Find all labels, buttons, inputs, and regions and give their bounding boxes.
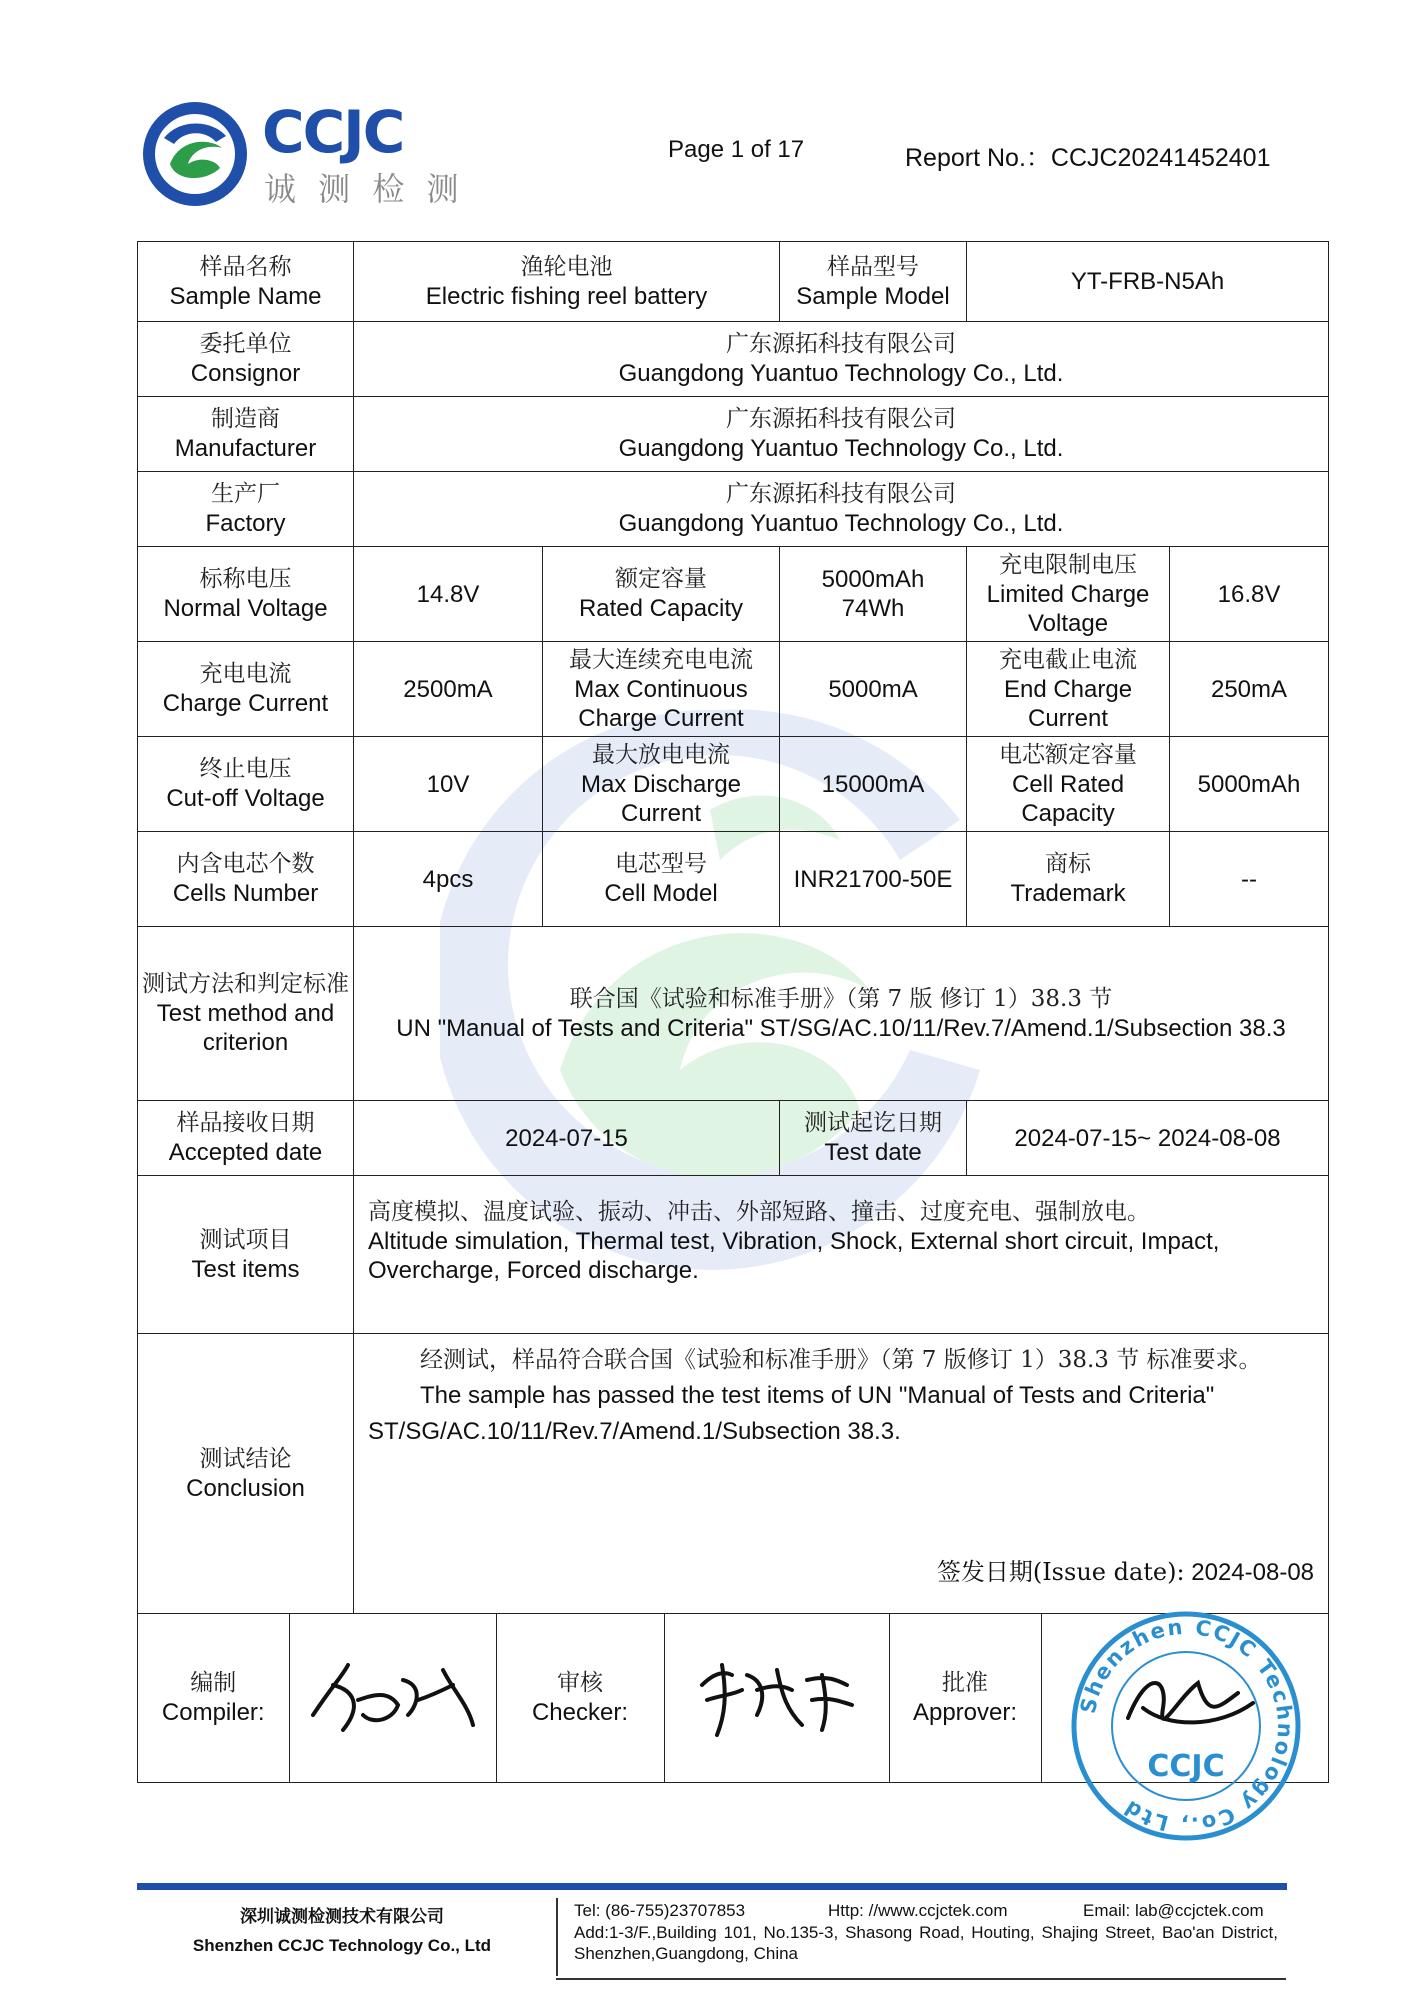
label-sample-model: 样品型号 Sample Model: [780, 242, 967, 322]
table-row: [138, 397, 1329, 472]
value-cells-number: 4pcs: [354, 832, 543, 927]
label-cutoff-voltage: 终止电压 Cut-off Voltage: [138, 737, 354, 832]
label-max-continuous-charge-current: 最大连续充电电流 Max Continuous Charge Current: [543, 642, 780, 737]
footer-bottom-line: [556, 1978, 1286, 1980]
value-max-continuous-charge-current: 5000mA: [780, 642, 967, 737]
label-approver: 批准 Approver:: [889, 1614, 1041, 1782]
compiler-signature-image: [303, 1645, 483, 1745]
label-compiler: 编制 Compiler:: [138, 1614, 289, 1782]
label-conclusion: 测试结论 Conclusion: [138, 1334, 354, 1614]
value-max-discharge-current: 15000mA: [780, 737, 967, 832]
value-limited-charge-voltage: 16.8V: [1170, 547, 1329, 642]
value-manufacturer: 广东源拓科技有限公司 Guangdong Yuantuo Technology Co., Ltd.: [354, 397, 1329, 472]
value-charge-current: 2500mA: [354, 642, 543, 737]
value-test-date: 2024-07-15~ 2024-08-08: [967, 1101, 1329, 1176]
table-row: [138, 322, 1329, 397]
label-charge-current: 充电电流 Charge Current: [138, 642, 354, 737]
table-row: [138, 1176, 1329, 1334]
label-normal-voltage: 标称电压 Normal Voltage: [138, 547, 354, 642]
value-test-method: 联合国《试验和标准手册》（第 7 版 修订 1）38.3 节 UN "Manual of Tests and Criteria" ST/SG/AC.10/11/Rev.7/Amend.1/Subsection 38.3: [354, 927, 1329, 1101]
issue-date-label: 签发日期(Issue date):: [936, 1558, 1185, 1586]
table-row: [138, 547, 1329, 642]
value-normal-voltage: 14.8V: [354, 547, 543, 642]
stamp-ring-text: Shenzhen CCJC Technology Co., Ltd: [1075, 1614, 1298, 1838]
label-manufacturer: 制造商 Manufacturer: [138, 397, 354, 472]
value-cell-model: INR21700-50E: [780, 832, 967, 927]
label-factory: 生产厂 Factory: [138, 472, 354, 547]
company-stamp: [1068, 1608, 1304, 1844]
table-row: [138, 1101, 1329, 1176]
label-test-items: 测试项目 Test items: [138, 1176, 354, 1334]
value-end-charge-current: 250mA: [1170, 642, 1329, 737]
stamp-center-text: CCJC: [1147, 1749, 1225, 1784]
value-consignor: 广东源拓科技有限公司 Guangdong Yuantuo Technology Co., Ltd.: [354, 322, 1329, 397]
label-max-discharge-current: 最大放电电流 Max Discharge Current: [543, 737, 780, 832]
table-row: [138, 737, 1329, 832]
report-number: Report No.：CCJC20241452401: [905, 144, 1271, 172]
footer-tel: Tel: (86-755)23707853: [574, 1901, 746, 1920]
footer-divider: [556, 1898, 558, 1976]
value-sample-name: 渔轮电池 Electric fishing reel battery: [354, 242, 780, 322]
label-consignor: 委托单位 Consignor: [138, 322, 354, 397]
label-cells-number: 内含电芯个数 Cells Number: [138, 832, 354, 927]
value-factory: 广东源拓科技有限公司 Guangdong Yuantuo Technology Co., Ltd.: [354, 472, 1329, 547]
value-test-items: 高度模拟、温度试验、振动、冲击、外部短路、撞击、过度充电、强制放电。 Altitude simulation, Thermal test, Vibration, Shock, External short circuit, Impact, Overcharge, Forced discharge.: [354, 1176, 1329, 1334]
compiler-signature: [289, 1614, 496, 1782]
label-cell-model: 电芯型号 Cell Model: [543, 832, 780, 927]
label-test-method: 测试方法和判定标准 Test method and criterion: [138, 927, 354, 1101]
ccjc-logo: [140, 98, 480, 210]
footer-company-zh: 深圳诚测检测技术有限公司: [240, 1907, 444, 1927]
logo-text: CCJC: [262, 98, 404, 166]
label-cell-rated-capacity: 电芯额定容量 Cell Rated Capacity: [967, 737, 1170, 832]
label-end-charge-current: 充电截止电流 End Charge Current: [967, 642, 1170, 737]
label-checker: 审核 Checker:: [496, 1614, 664, 1782]
value-cutoff-voltage: 10V: [354, 737, 543, 832]
label-sample-name: 样品名称 Sample Name: [138, 242, 354, 322]
report-summary-table: [137, 241, 1329, 1783]
label-accepted-date: 样品接收日期 Accepted date: [138, 1101, 354, 1176]
checker-signature: [664, 1614, 889, 1782]
value-trademark: --: [1170, 832, 1329, 927]
table-row: [138, 1334, 1329, 1614]
label-rated-capacity: 额定容量 Rated Capacity: [543, 547, 780, 642]
value-conclusion: [354, 1334, 1329, 1614]
footer-email: Email: lab@ccjctek.com: [1083, 1901, 1264, 1920]
table-row: [138, 472, 1329, 547]
checker-signature-image: [687, 1645, 867, 1745]
issue-date: 2024-08-08: [1191, 1559, 1315, 1586]
approver-signature-stroke: [1128, 1683, 1253, 1722]
value-rated-capacity: 5000mAh 74Wh: [780, 547, 967, 642]
table-row: [138, 832, 1329, 927]
table-row: [138, 927, 1329, 1101]
footer-address: Add:1-3/F.,Building 101, No.135-3, Shasong Road, Houting, Shajing Street, Bao'an District, Shenzhen,Guangdong, China: [574, 1923, 1278, 1963]
table-row: [138, 242, 1329, 322]
label-test-date: 测试起讫日期 Test date: [780, 1101, 967, 1176]
label-limited-charge-voltage: 充电限制电压 Limited Charge Voltage: [967, 547, 1170, 642]
footer-website: Http: //www.ccjctek.com: [828, 1901, 1008, 1920]
label-trademark: 商标 Trademark: [967, 832, 1170, 927]
issue-date-line: [368, 1554, 1314, 1591]
conclusion-zh: 经测试，样品符合联合国《试验和标准手册》（第 7 版修订 1）38.3 节 标准要求。: [420, 1347, 1262, 1373]
footer-bar: [137, 1883, 1287, 1890]
value-sample-model: YT-FRB-N5Ah: [967, 242, 1329, 322]
conclusion-en: The sample has passed the test items of UN "Manual of Tests and Criteria" ST/SG/AC.10/11/Rev.7/Amend.1/Subsection 38.3.: [368, 1382, 1215, 1445]
value-accepted-date: 2024-07-15: [354, 1101, 780, 1176]
footer-company-en: Shenzhen CCJC Technology Co., Ltd: [192, 1936, 492, 1955]
page-number: Page 1 of 17: [668, 136, 805, 163]
value-cell-rated-capacity: 5000mAh: [1170, 737, 1329, 832]
table-row: [138, 642, 1329, 737]
logo-subtext: 诚 测 检 测: [264, 170, 465, 208]
